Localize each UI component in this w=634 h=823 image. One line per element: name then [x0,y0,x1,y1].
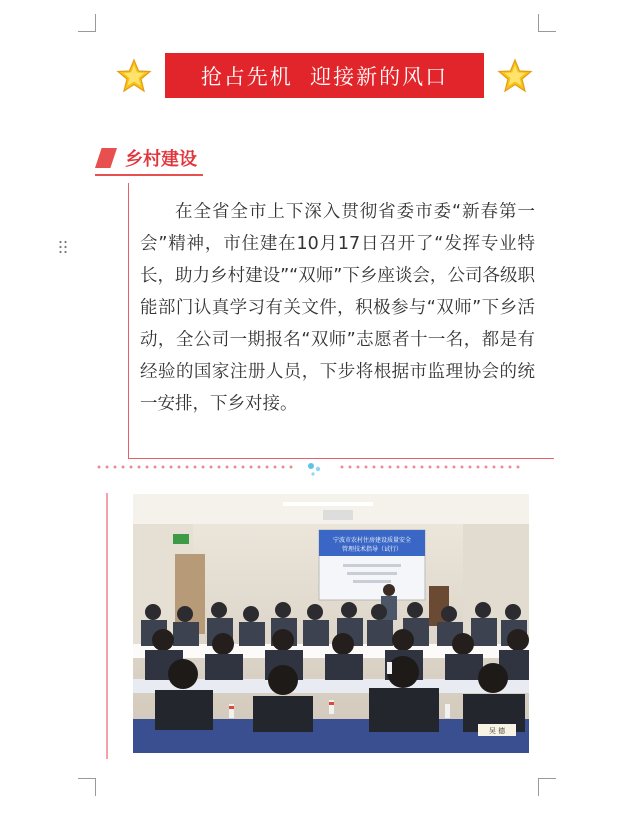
section-underline [95,174,203,176]
dotted-divider-left [95,465,295,469]
screen-line-2: 管理技术指导（试行） [341,546,403,553]
crop-mark-top-left [78,14,96,32]
photo-accent-bar [106,493,108,759]
name-placard: 吴 德 [488,727,506,735]
body-paragraph: 在全省全市上下深入贯彻省委市委“新春第一会”精神，市住建在10月17日召开了“发挥专业特长，助力乡村建设”“双师”下乡座谈会，公司各级职能部门认真学习有关文件，积极参与“双师”下乡活动，全公司一期报名“双师”志愿者十一名，都是有经验的国家注册人员，下步将根据市监理协会的统一安排，下乡对接。 [140,202,535,414]
crop-mark-bottom-left [78,778,96,796]
star-icon [497,58,533,94]
text-frame-left [128,183,129,459]
star-icon [116,58,152,94]
page-banner: 抢占先机 迎接新的风口 [165,53,484,98]
water-drop-icon [305,460,325,478]
screen-line-1: 宁波市农村住房建设质量安全 [332,537,412,544]
section-title: 乡村建设 [125,149,197,170]
dotted-divider-right [338,465,524,469]
crop-mark-bottom-right [538,778,556,796]
drag-handle-icon[interactable] [58,240,68,254]
section-marker [95,148,117,168]
crop-mark-top-right [538,14,556,32]
meeting-photo-illustration [133,494,529,753]
meeting-photo [133,494,529,753]
text-frame-bottom [128,458,554,459]
